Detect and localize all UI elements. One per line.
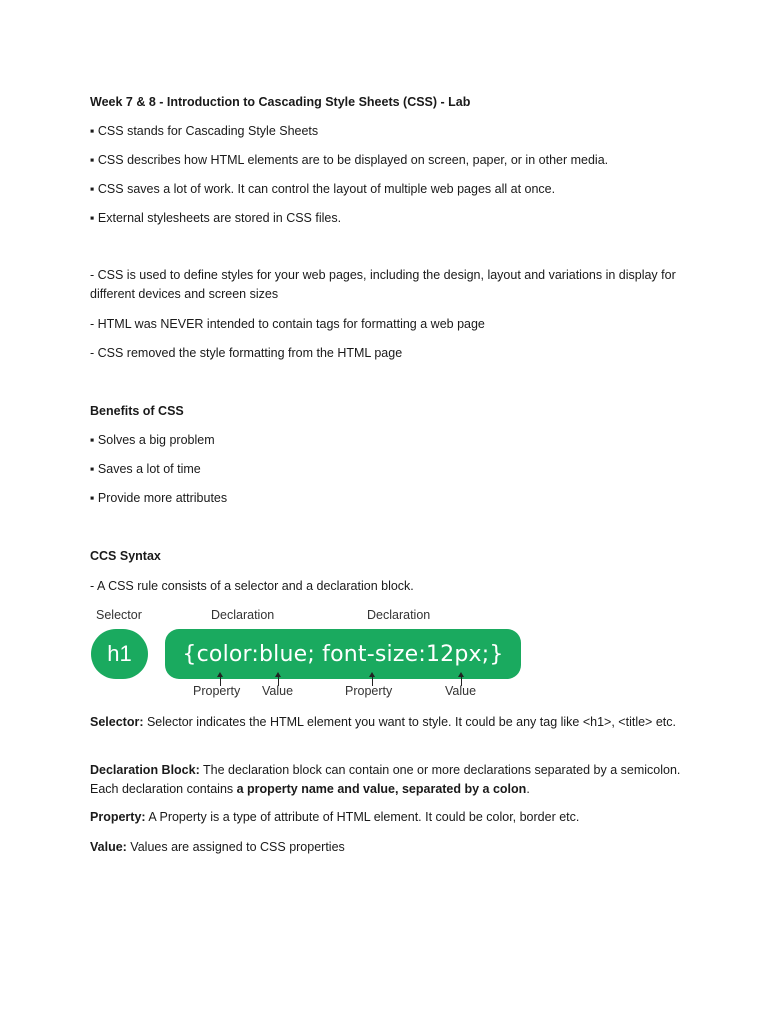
selector-definition (90, 713, 690, 732)
selector-label: Selector (96, 608, 142, 622)
benefits-heading: Benefits of CSS (90, 404, 184, 418)
property-label: Property (193, 684, 241, 698)
selector-pill: h1 (91, 629, 148, 679)
value-label: Value (445, 684, 477, 698)
dash-paragraph: - CSS is used to define styles for your web pages, including the design, layout and variations in display for different devices and screen sizes (90, 268, 676, 301)
benefit-item: ▪ Solves a big problem (90, 433, 215, 447)
definition-term: Property: (90, 810, 146, 824)
definition-term: Declaration Block: (90, 763, 200, 777)
intro-bullet: ▪ CSS stands for Cascading Style Sheets (90, 124, 319, 138)
benefit-item: ▪ Provide more attributes (90, 491, 228, 505)
property-label: Property (345, 684, 393, 698)
intro-bullet: ▪ CSS describes how HTML elements are to be displayed on screen, paper, or in other media. (90, 153, 609, 167)
declaration-label: Declaration (367, 608, 431, 622)
definition-text: A Property is a type of attribute of HTML element. It could be color, border etc. (145, 810, 580, 824)
declaration-pill: {color:blue; font-size:12px;} (165, 629, 521, 679)
syntax-intro: - A CSS rule consists of a selector and a declaration block. (90, 579, 414, 593)
definition-text: Values are assigned to CSS properties (126, 840, 345, 854)
dash-paragraph: - HTML was NEVER intended to contain tags for formatting a web page (90, 317, 485, 331)
document-title: Week 7 & 8 - Introduction to Cascading Style Sheets (CSS) - Lab (90, 95, 471, 109)
intro-bullet: ▪ External stylesheets are stored in CSS files. (90, 211, 342, 225)
definition-text: . (526, 782, 530, 796)
declaration-label: Declaration (211, 608, 275, 622)
dash-paragraph: - CSS removed the style formatting from the HTML page (90, 346, 403, 360)
definition-text: The declaration block can contain one or more declarations separated by a semicolon. Each declaration contains (90, 763, 681, 796)
intro-bullet: ▪ CSS saves a lot of work. It can control the layout of multiple web pages all at once. (90, 182, 556, 196)
syntax-heading: CCS Syntax (90, 549, 161, 563)
css-syntax-diagram (90, 604, 530, 704)
definition-emphasis: a property name and value, separated by a colon (236, 782, 527, 796)
value-definition (90, 839, 345, 855)
definition-term: Selector: (90, 715, 144, 729)
definition-term: Value: (90, 840, 127, 854)
property-definition (90, 809, 579, 825)
declaration-block-definition (90, 761, 690, 799)
definition-text: Selector indicates the HTML element you want to style. It could be any tag like <h1>, <title> etc. (143, 715, 676, 729)
value-label: Value (262, 684, 294, 698)
benefit-item: ▪ Saves a lot of time (90, 462, 201, 476)
